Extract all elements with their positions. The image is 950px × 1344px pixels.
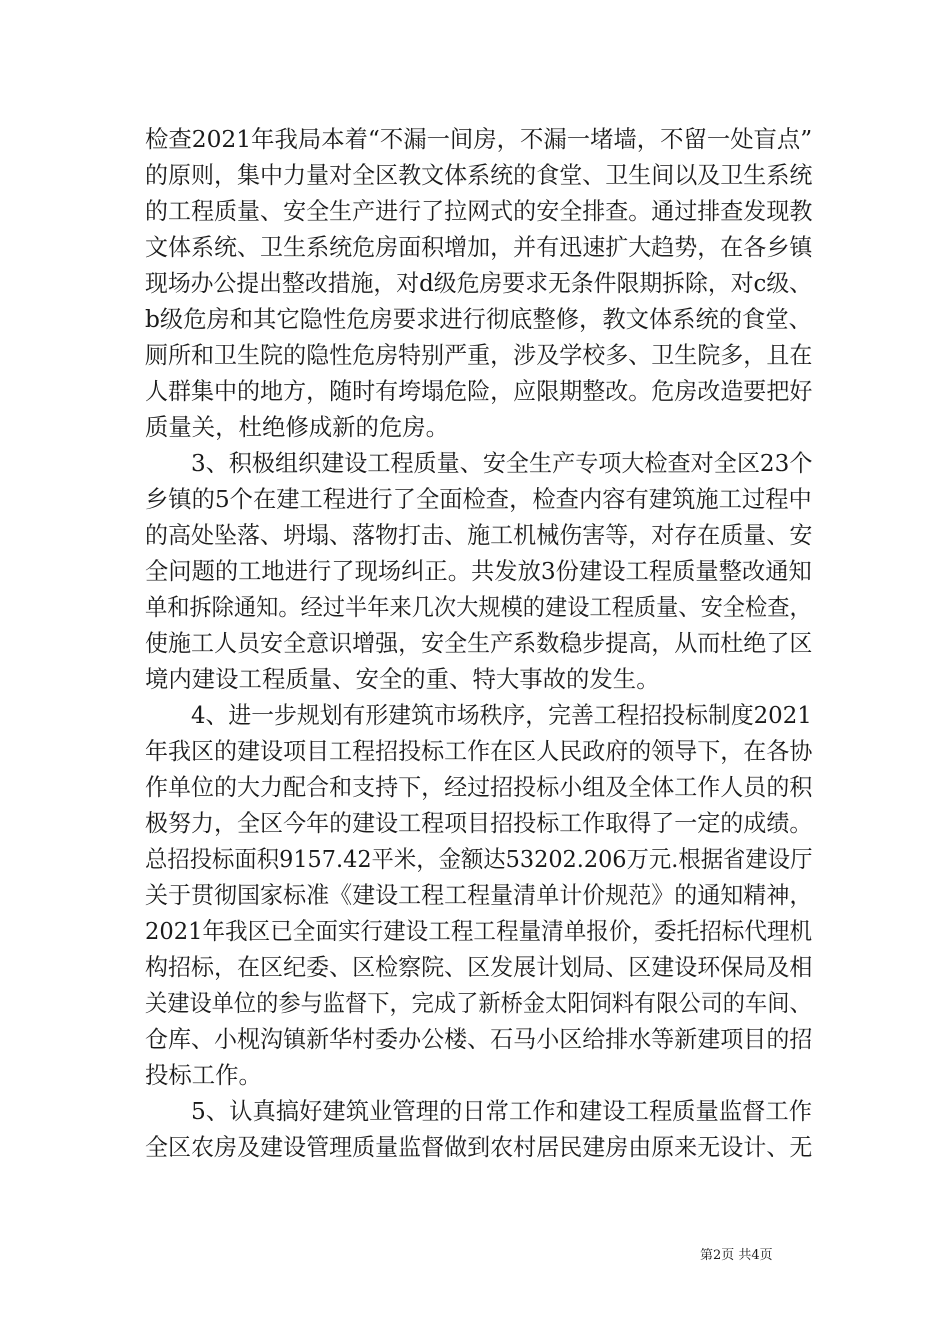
text-line: 厕所和卫生院的隐性危房特别严重，涉及学校多、卫生院多，且在	[145, 341, 813, 369]
paragraph-3-start: 3、积极组织建设工程质量、安全生产专项大检查对全区23个	[191, 449, 813, 477]
text-line: 单和拆除通知。经过半年来几次大规模的建设工程质量、安全检查，	[145, 593, 812, 621]
text-line: 构招标，在区纪委、区检察院、区发展计划局、区建设环保局及相	[145, 953, 813, 981]
text-line: 质量关，杜绝修成新的危房。	[145, 413, 450, 441]
text-line: 文体系统、卫生系统危房面积增加，并有迅速扩大趋势，在各乡镇	[145, 233, 813, 261]
text-line: 年我区的建设项目工程招投标工作在区人民政府的领导下，在各协	[145, 737, 813, 765]
text-line: 现场办公提出整改措施，对d级危房要求无条件限期拆除，对c级、	[145, 269, 813, 297]
text-line: 全问题的工地进行了现场纠正。共发放3份建设工程质量整改通知	[145, 557, 812, 585]
text-line: 仓库、小枧沟镇新华村委办公楼、石马小区给排水等新建项目的招	[145, 1025, 813, 1053]
text-line: 全区农房及建设管理质量监督做到农村居民建房由原来无设计、无	[145, 1133, 813, 1161]
text-line: 使施工人员安全意识增强，安全生产系数稳步提高，从而杜绝了区	[145, 629, 813, 657]
text-line: 的工程质量、安全生产进行了拉网式的安全排查。通过排查发现教	[145, 197, 813, 225]
text-line: 关于贯彻国家标准《建设工程工程量清单计价规范》的通知精神，	[145, 881, 813, 909]
text-line: 的原则，集中力量对全区教文体系统的食堂、卫生间以及卫生系统	[145, 161, 813, 189]
text-line: 关建设单位的参与监督下，完成了新桥金太阳饲料有限公司的车间、	[145, 989, 812, 1017]
text-line: 2021年我区已全面实行建设工程工程量清单报价，委托招标代理机	[145, 917, 813, 945]
text-line: 检查2021年我局本着“不漏一间房，不漏一堵墙，不留一处盲点”	[145, 125, 813, 153]
paragraph-4-start: 4、进一步规划有形建筑市场秩序，完善工程招投标制度2021	[191, 701, 812, 729]
text-line: 人群集中的地方，随时有垮塌危险，应限期整改。危房改造要把好	[145, 377, 813, 405]
text-line: b级危房和其它隐性危房要求进行彻底整修，教文体系统的食堂、	[145, 305, 812, 333]
text-line: 投标工作。	[145, 1061, 262, 1089]
paragraph-5-start: 5、认真搞好建筑业管理的日常工作和建设工程质量监督工作	[191, 1097, 813, 1125]
text-line: 极努力，全区今年的建设工程项目招投标工作取得了一定的成绩。	[145, 809, 813, 837]
text-line: 境内建设工程质量、安全的重、特大事故的发生。	[145, 665, 660, 693]
text-line: 总招投标面积9157.42平米，金额达53202.206万元.根据省建设厅	[145, 845, 813, 873]
text-line: 的高处坠落、坍塌、落物打击、施工机械伤害等，对存在质量、安	[145, 521, 813, 549]
page-number-footer: 第2页 共4页	[700, 1248, 773, 1263]
text-line: 乡镇的5个在建工程进行了全面检查，检查内容有建筑施工过程中	[145, 485, 812, 513]
text-line: 作单位的大力配合和支持下，经过招投标小组及全体工作人员的积	[145, 773, 813, 801]
